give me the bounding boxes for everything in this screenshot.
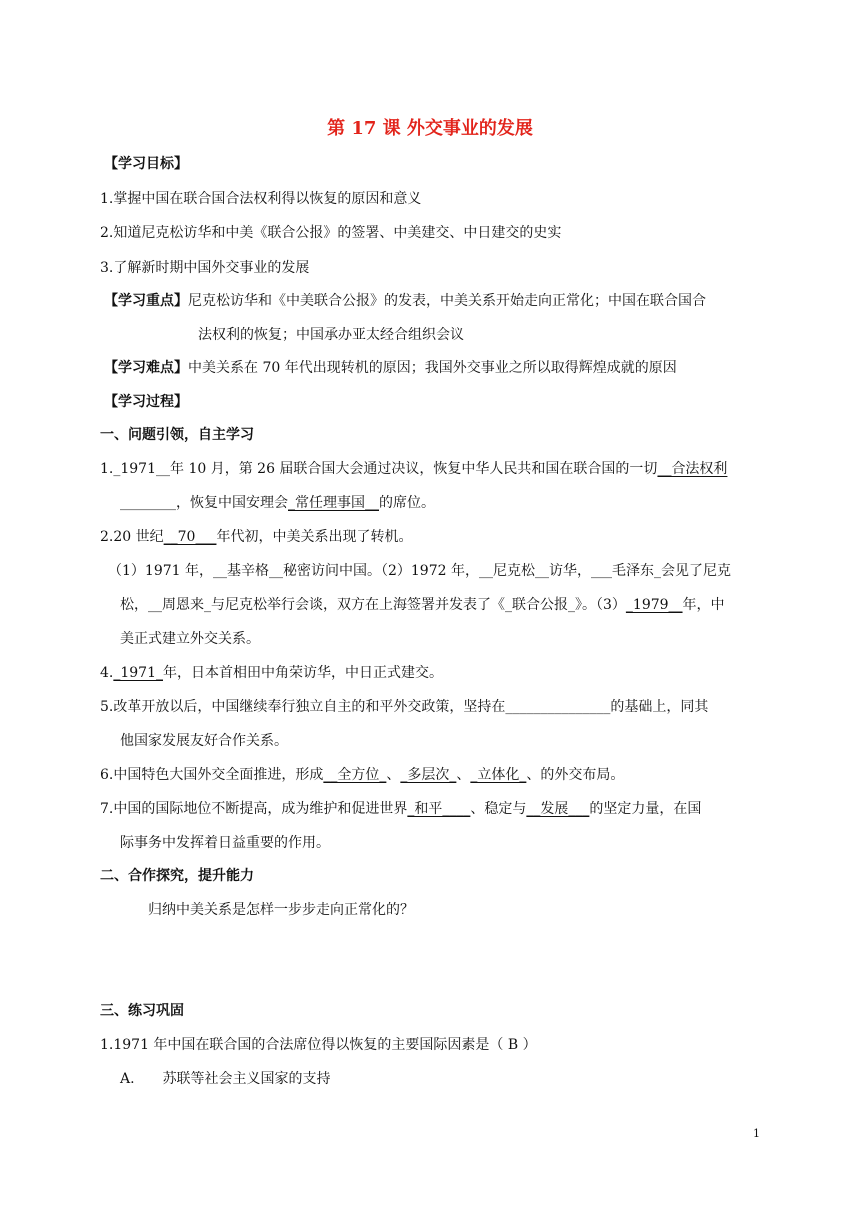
question-3-line-2 xyxy=(120,595,725,615)
section1-heading: 一、问题引领，自主学习 xyxy=(100,427,254,443)
q2-text-2: 年代初，中美关系出现了转机。 xyxy=(216,529,413,545)
objective-item-3: 3.了解新时期中国外交事业的发展 xyxy=(100,260,310,276)
lesson-title: 第 17 课 外交事业的发展 xyxy=(327,118,533,139)
q1-answer-seat: _常任理事国__ xyxy=(288,495,379,511)
q7-answer-2: __发展___ xyxy=(526,801,590,817)
exercise-question-1: 1.1971 年中国在联合国的合法席位得以恢复的主要国际因素是（ B ） xyxy=(100,1037,537,1053)
q1-answer-rights: __合法权利 xyxy=(657,461,728,477)
q6-answer-2: _多层次_ xyxy=(400,767,457,783)
q6-text-2: 、的外交布局。 xyxy=(526,767,625,783)
q5-answer-blank: _______________ xyxy=(505,699,611,715)
question-2-line xyxy=(100,527,412,547)
difficulties-text: 中美关系在 70 年代出现转机的原因；我国外交事业之所以取得辉煌成就的原因 xyxy=(188,360,677,376)
question-7-line-2: 际事务中发挥着日益重要的作用。 xyxy=(120,835,330,851)
q5-text-2: 的基础上，同其 xyxy=(610,699,709,715)
q4-number: 4. xyxy=(100,665,114,681)
q4-text: 年，日本首相田中角荣访华，中日正式建交。 xyxy=(163,665,443,681)
question-3-line-3: 美正式建立外交关系。 xyxy=(120,631,260,647)
section2-question: 归纳中美关系是怎样一步步走向正常化的？ xyxy=(148,902,414,918)
q5-text: 5.改革开放以后，中国继续奉行独立自主的和平外交政策，坚持在 xyxy=(100,699,506,715)
difficulties-label: 【学习难点】 xyxy=(104,360,188,376)
q1-text: 年 10 月，第 26 届联合国大会通过决议，恢复中华人民共和国在联合国的一切 xyxy=(170,461,658,477)
section3-heading: 三、练习巩固 xyxy=(100,1003,184,1019)
question-4-line xyxy=(100,663,443,683)
question-7-line-1 xyxy=(100,799,701,819)
objective-item-2: 2.知道尼克松访华和中美《联合公报》的签署、中美建交、中日建交的史实 xyxy=(100,225,562,241)
q7-text-2: 、稳定与 xyxy=(470,801,527,817)
process-heading: 【学习过程】 xyxy=(104,394,188,410)
q1-text-2: ，恢复中国安理会 xyxy=(176,495,288,511)
question-1-line-2 xyxy=(120,493,435,513)
question-5-line-1 xyxy=(100,697,708,717)
q7-answer-1: _和平____ xyxy=(407,801,471,817)
q4-answer-year: _1971_ xyxy=(113,665,163,681)
q7-text-3: 的坚定力量，在国 xyxy=(589,801,702,817)
q7-text: 7.中国的国际地位不断提高，成为维护和促进世界 xyxy=(100,801,408,817)
page-number: 1 xyxy=(753,1127,760,1140)
question-6-line xyxy=(100,765,624,785)
question-3-line-1: （1）1971 年，__基辛格__秘密访问中国。（2）1972 年，__尼克松__访华，___毛泽东_会见了尼克 xyxy=(108,563,731,579)
objectives-heading: 【学习目标】 xyxy=(104,156,188,172)
q1-answer-blank: ________ xyxy=(120,495,176,511)
q3-text-2: 年，中 xyxy=(682,597,725,613)
option-a-label: A. xyxy=(120,1071,135,1087)
key-points-text-1: 尼克松访华和《中美联合公报》的发表，中美关系开始走向正常化；中国在联合国合 xyxy=(188,293,706,309)
q2-text: 2.20 世纪 xyxy=(100,529,164,545)
question-1-line-1 xyxy=(100,459,727,479)
q6-answer-3: _立体化_ xyxy=(470,767,527,783)
exercise-option-a xyxy=(120,1069,331,1089)
q1-text-3: 的席位。 xyxy=(379,495,435,511)
q1-number: 1. xyxy=(100,461,114,477)
key-points-label: 【学习重点】 xyxy=(104,293,188,309)
q6-answer-1: __全方位_ xyxy=(323,767,387,783)
q6-text: 6.中国特色大国外交全面推进，形成 xyxy=(100,767,324,783)
section2-heading: 二、合作探究，提升能力 xyxy=(100,868,254,884)
q6-sep-2: 、 xyxy=(456,767,471,783)
q1-answer-year: _1971__ xyxy=(113,461,170,477)
q3-text: 松，__周恩来_与尼克松举行会谈，双方在上海签署并发表了《_联合公报_》。（3） xyxy=(120,597,626,613)
objective-item-1: 1.掌握中国在联合国合法权利得以恢复的原因和意义 xyxy=(100,191,422,207)
key-points-text-2: 法权利的恢复；中国承办亚太经合组织会议 xyxy=(198,327,464,343)
question-5-line-2: 他国家发展友好合作关系。 xyxy=(120,733,288,749)
key-points-line-1 xyxy=(104,291,706,311)
q3-answer-year: _1979__ xyxy=(625,597,683,613)
option-a-text: 苏联等社会主义国家的支持 xyxy=(162,1071,331,1087)
q6-sep-1: 、 xyxy=(386,767,401,783)
q2-answer-decade: __70___ xyxy=(163,529,217,545)
difficulties-line xyxy=(104,358,677,378)
